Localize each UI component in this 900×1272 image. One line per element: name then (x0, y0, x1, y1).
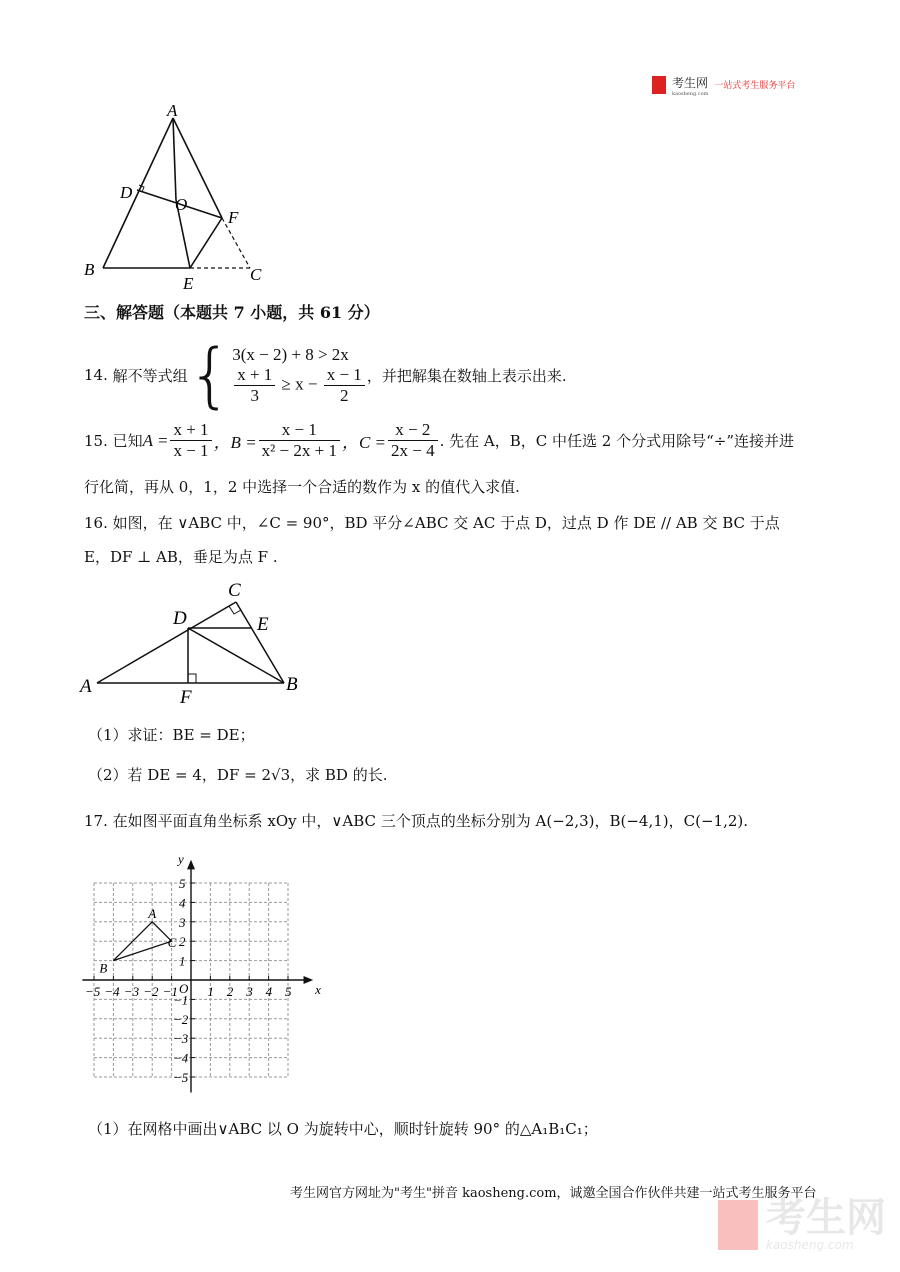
logo-icon (652, 76, 666, 94)
logo-domain: kaosheng.com (672, 91, 709, 97)
x-tick-label: 3 (246, 984, 253, 999)
q17-line1: 17. 在如图平面直角坐标系 xOy 中，∨ABC 三个顶点的坐标分别为 A(−2,3)，B(−4,1)，C(−1,2). (84, 812, 749, 830)
y-tick-label: −4 (173, 1050, 189, 1066)
x-tick-label: −3 (123, 984, 140, 999)
brace: { (187, 334, 233, 416)
q15-b-num: x − 1 (259, 420, 340, 441)
figure-q17-grid (70, 850, 330, 1100)
footer-text: 考生网官方网址为"考生"拼音 kaosheng.com，诚邀全国合作伙伴共建一站式考生服务平台 (290, 1186, 817, 1201)
origin-label: O (179, 981, 189, 996)
header-logo (652, 72, 795, 97)
q15-lead: 已知 (112, 432, 143, 450)
point-label-C: C (167, 935, 177, 951)
x-tick-label: −2 (143, 984, 159, 999)
y-axis-arrow (187, 860, 195, 870)
q14-frac2-num: x − 1 (324, 365, 365, 386)
question-15 (84, 420, 794, 461)
point-label-B: B (99, 960, 108, 976)
label-B: B (286, 674, 298, 695)
label-E: E (183, 274, 194, 293)
q15-a-lhs: A = (142, 430, 169, 450)
q16-line2: E，DF ⊥ AB，垂足为点 F . (84, 548, 278, 566)
q14-number: 14. (84, 366, 108, 384)
watermark-logo-icon (718, 1200, 758, 1250)
watermark-name: 考生网 (766, 1195, 886, 1241)
label-C: C (228, 580, 241, 601)
x-axis-arrow (304, 976, 314, 984)
q14-tail: ，并把解集在数轴上表示出来. (366, 366, 567, 385)
watermark (718, 1195, 886, 1252)
q14-frac2-den: 2 (340, 385, 349, 405)
label-A: A (80, 676, 92, 697)
section-title: 三、解答题（本题共 7 小题，共 61 分） (84, 303, 380, 322)
q14-frac1-den: 3 (250, 385, 259, 405)
q14-inequality-1: 3(x − 2) + 8 > 2x (232, 344, 349, 364)
y-tick-label: −5 (173, 1070, 189, 1085)
label-D: D (173, 608, 187, 629)
header-slogan: 一站式考生服务平台 (714, 81, 796, 91)
figure-q13 (0, 0, 320, 300)
y-axis-label: y (178, 851, 184, 867)
q15-number: 15. (84, 431, 108, 450)
y-tick-label: −1 (173, 992, 189, 1008)
q15-line2: 行化简，再从 0，1，2 中选择一个合适的数作为 x 的值代入求值. (84, 478, 520, 496)
watermark-domain: kaosheng.com (766, 1238, 854, 1252)
q15-b-lhs: ，B = (213, 433, 257, 452)
q17-part1: （1）在网格中画出∨ABC 以 O 为旋转中心，顺时针旋转 90° 的△A₁B₁C₁； (88, 1120, 598, 1138)
q14-lead: 解不等式组 (112, 366, 188, 385)
logo-name: 考生网 (672, 76, 709, 90)
q14-mid: ≥ x − (281, 373, 318, 393)
y-tick-label: −2 (173, 1011, 189, 1027)
x-tick-label: −1 (162, 984, 178, 999)
q14-frac1-num: x + 1 (234, 365, 275, 386)
x-tick-label: −4 (104, 984, 120, 999)
q15-c-den: 2x − 4 (391, 441, 435, 460)
question-14 (84, 334, 567, 416)
x-tick-label: −5 (85, 984, 101, 999)
x-tick-label: 1 (207, 984, 214, 999)
label-F: F (180, 687, 192, 708)
label-E: E (257, 614, 269, 635)
x-tick-label: 5 (285, 984, 292, 999)
point-label-A: A (148, 905, 157, 921)
label-A: A (167, 101, 178, 120)
q15-c-lhs: ，C = (341, 433, 387, 452)
x-tick-label: 4 (265, 984, 273, 999)
y-tick-label: 3 (179, 914, 186, 930)
y-tick-label: 1 (179, 953, 186, 969)
triangle-abc (113, 922, 171, 961)
q15-a-den: x − 1 (173, 441, 209, 460)
x-axis-label: x (315, 982, 321, 997)
label-B: B (84, 260, 95, 279)
q15-c-num: x − 2 (388, 420, 438, 441)
label-D: D (120, 183, 133, 202)
q15-b-den: x² − 2x + 1 (261, 441, 337, 460)
q15-a-num: x + 1 (170, 420, 211, 441)
x-tick-label: 2 (226, 984, 234, 999)
figure-q16 (0, 570, 320, 710)
q16-part1: （1）求证：BE = DE； (88, 726, 255, 744)
q15-tail: . 先在 A，B，C 中任选 2 个分式用除号“÷”连接并进 (439, 432, 795, 450)
y-tick-label: 4 (179, 895, 186, 911)
y-tick-label: −3 (173, 1031, 189, 1047)
label-O: O (175, 195, 188, 214)
y-tick-label: 5 (179, 876, 186, 891)
label-C: C (250, 265, 262, 284)
q16-line1: 16. 如图，在 ∨ABC 中，∠C = 90°，BD 平分∠ABC 交 AC 于点 D，过点 D 作 DE // AB 交 BC 于点 (84, 514, 780, 532)
y-tick-label: 2 (179, 934, 186, 950)
label-F: F (228, 208, 239, 227)
q16-part2: （2）若 DE = 4，DF = 2√3，求 BD 的长. (88, 766, 388, 784)
